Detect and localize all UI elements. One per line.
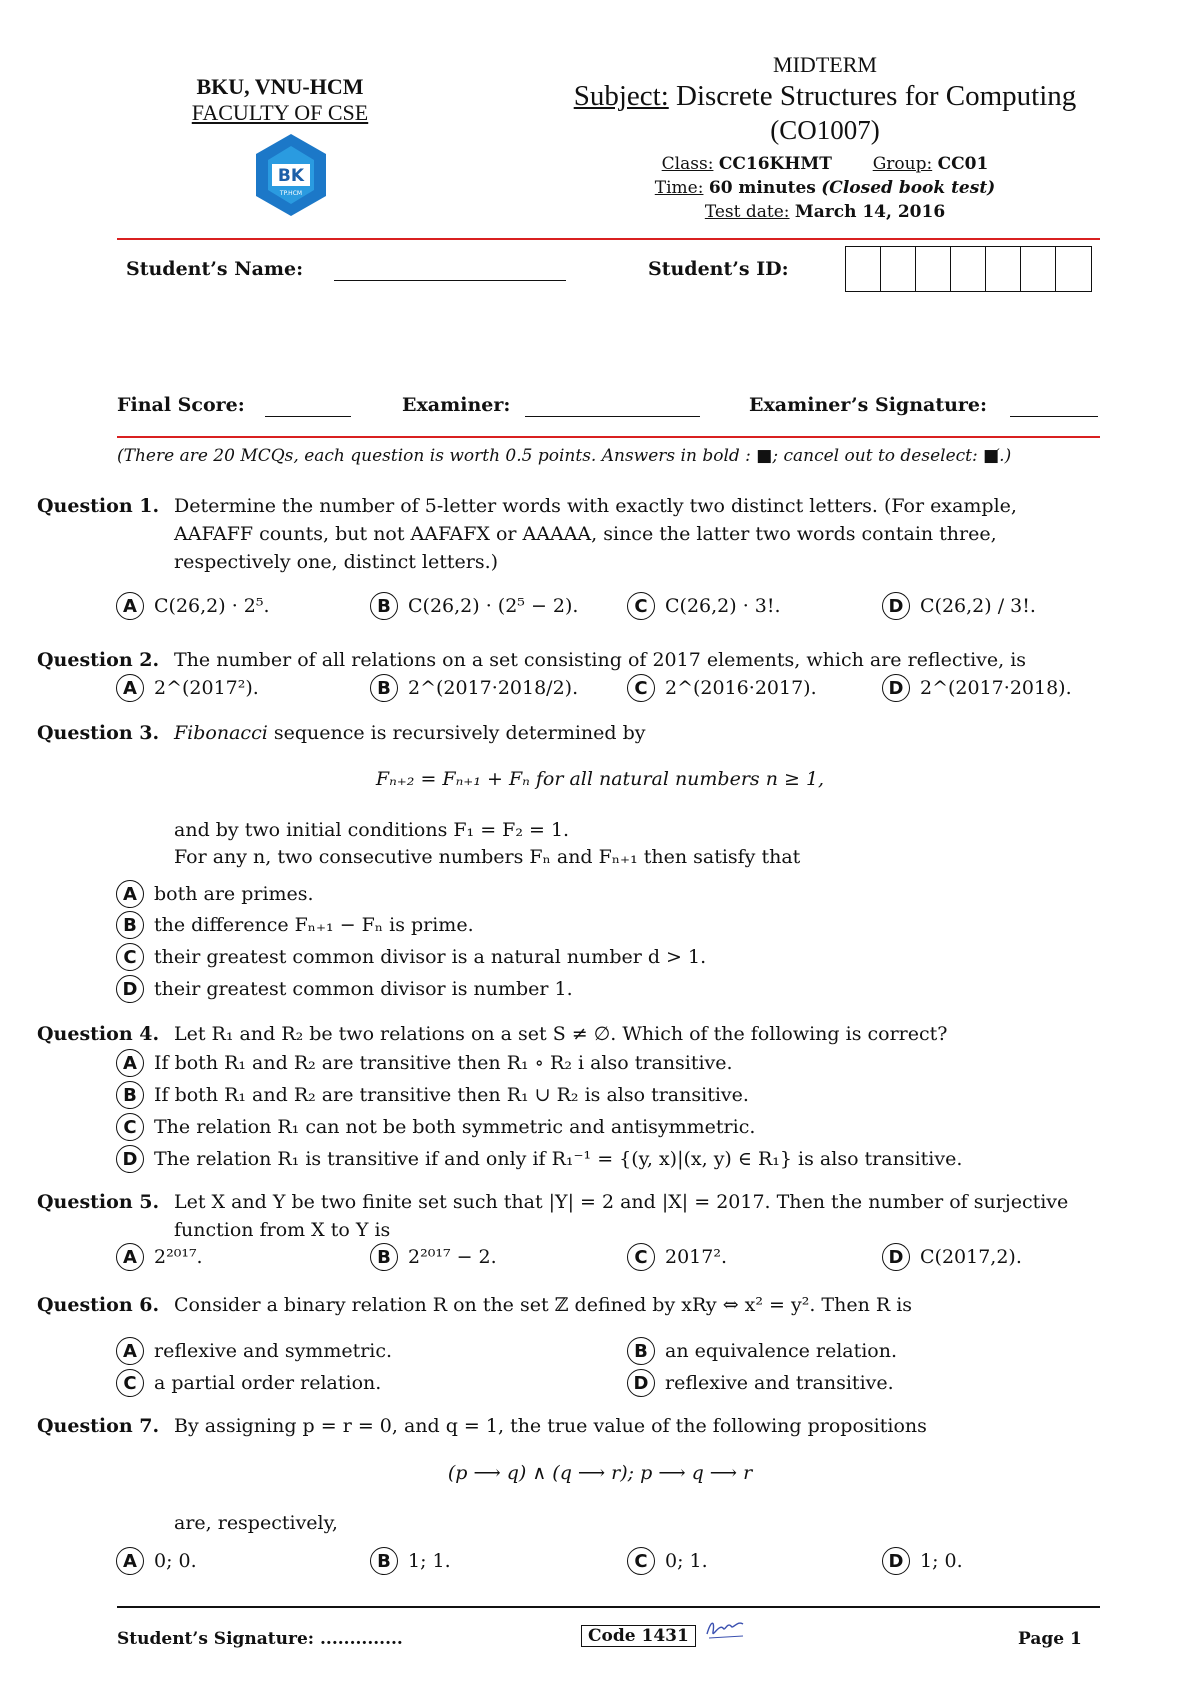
q6-option-a[interactable]: A reflexive and symmetric. [116, 1337, 392, 1365]
final-score-label: Final Score: [117, 394, 245, 416]
question-label: Question 3. [37, 722, 160, 744]
student-name-field[interactable] [334, 280, 566, 281]
q4-option-d[interactable]: D The relation R₁ is transitive if and only if R₁⁻¹ = {(y, x)|(x, y) ∈ R₁} is also transitive. [116, 1145, 962, 1173]
q1-option-c[interactable]: C C(26,2) · 3!. [627, 592, 781, 620]
question-3 [37, 719, 1102, 747]
q3-option-d[interactable]: D their greatest common divisor is number 1. [116, 975, 573, 1003]
q5-option-c[interactable]: C 2017². [627, 1243, 727, 1271]
q1-option-b[interactable]: B C(26,2) · (2⁵ − 2). [370, 592, 578, 620]
group-label: Group: [872, 154, 933, 174]
subject-label: Subject: [573, 80, 669, 112]
page-number: Page 1 [1018, 1629, 1082, 1649]
question-3-conditions: and by two initial conditions F₁ = F₂ = 1. For any n, two consecutive numbers Fₙ and Fₙ₊₁ then satisfy that [174, 819, 801, 868]
examiner-signature-field[interactable] [1010, 416, 1098, 417]
id-box[interactable] [951, 247, 986, 291]
question-text: Consider a binary relation R on the set ℤ defined by xRy ⇔ x² = y². Then R is [174, 1294, 913, 1316]
question-text: The number of all relations on a set consisting of 2017 elements, which are reflective, is [174, 649, 1027, 671]
question-label: Question 2. [37, 649, 160, 671]
examiner-field[interactable] [525, 416, 700, 417]
q7-option-d[interactable]: D 1; 0. [882, 1547, 963, 1575]
subject-line [500, 80, 1150, 113]
institution-block [130, 74, 430, 126]
id-box[interactable] [1021, 247, 1056, 291]
date-label: Test date: [704, 202, 790, 222]
time-note: (Closed book test) [821, 178, 996, 198]
question-label: Question 6. [37, 1294, 160, 1316]
student-id-label: Student’s ID: [648, 258, 789, 280]
time-label: Time: [654, 178, 704, 198]
q4-option-a[interactable]: A If both R₁ and R₂ are transitive then R₁ ∘ R₂ i also transitive. [116, 1049, 733, 1077]
q6-option-d[interactable]: D reflexive and transitive. [627, 1369, 894, 1397]
question-label: Question 1. [37, 495, 160, 517]
question-text: By assigning p = r = 0, and q = 1, the true value of the following propositions [174, 1415, 927, 1437]
q5-option-b[interactable]: B 2²⁰¹⁷ − 2. [370, 1243, 497, 1271]
examiner-signature-label: Examiner’s Signature: [749, 394, 988, 416]
question-2 [37, 646, 1102, 674]
institution-name: BKU, VNU-HCM [196, 74, 364, 99]
fibonacci-term: Fibonacci [174, 722, 268, 744]
q2-option-b[interactable]: B 2^(2017·2018/2). [370, 674, 578, 702]
invigilator-signature [703, 1614, 749, 1646]
divider-top [117, 238, 1100, 240]
question-4 [37, 1020, 1102, 1048]
exam-code-box: Code 1431 [581, 1625, 696, 1647]
exam-code [581, 1626, 696, 1646]
q4-option-c[interactable]: C The relation R₁ can not be both symmetric and antisymmetric. [116, 1113, 755, 1141]
question-label: Question 7. [37, 1415, 160, 1437]
svg-text:BK: BK [277, 166, 305, 186]
subject-title: Discrete Structures for Computing [676, 80, 1077, 112]
q7-option-c[interactable]: C 0; 1. [627, 1547, 708, 1575]
examiner-label: Examiner: [402, 394, 511, 416]
faculty-name: FACULTY OF CSE [191, 100, 369, 125]
question-7 [37, 1412, 1102, 1440]
divider-bottom [117, 436, 1100, 438]
question-label: Question 4. [37, 1023, 160, 1045]
date-value: March 14, 2016 [794, 202, 946, 222]
q5-option-a[interactable]: A 2²⁰¹⁷. [116, 1243, 203, 1271]
q2-option-a[interactable]: A 2^(2017²). [116, 674, 259, 702]
course-code: (CO1007) [770, 115, 880, 145]
id-box[interactable] [881, 247, 916, 291]
q1-option-a[interactable]: A C(26,2) · 2⁵. [116, 592, 270, 620]
id-box[interactable] [986, 247, 1021, 291]
question-text: Determine the number of 5-letter words with exactly two distinct letters. (For example, AAFAFF counts, but not AAFAFX or AAAAA, since the latter two words contain three, respectively one, distinct letters.) [174, 495, 1017, 573]
svg-text:TP.HCM: TP.HCM [279, 190, 303, 197]
question-7-tail: are, respectively, [174, 1512, 338, 1534]
q7-option-b[interactable]: B 1; 1. [370, 1547, 451, 1575]
q6-option-c[interactable]: C a partial order relation. [116, 1369, 381, 1397]
id-box[interactable] [916, 247, 951, 291]
instructions-note: (There are 20 MCQs, each question is worth 0.5 points. Answers in bold : ■; cancel out to deselect: ■̸.) [117, 446, 1012, 466]
student-id-boxes[interactable] [845, 246, 1092, 292]
q3-option-b[interactable]: B the difference Fₙ₊₁ − Fₙ is prime. [116, 911, 474, 939]
q3-option-c[interactable]: C their greatest common divisor is a natural number d > 1. [116, 943, 706, 971]
q2-option-d[interactable]: D 2^(2017·2018). [882, 674, 1072, 702]
q4-option-b[interactable]: B If both R₁ and R₂ are transitive then R₁ ∪ R₂ is also transitive. [116, 1081, 749, 1109]
proposition-formula: (p ⟶ q) ∧ (q ⟶ r); p ⟶ q ⟶ r [447, 1462, 753, 1484]
question-text: Let X and Y be two finite set such that |Y| = 2 and |X| = 2017. Then the number of surjective function from X to Y is [174, 1191, 1069, 1241]
group-value: CC01 [937, 154, 989, 174]
q5-option-d[interactable]: D C(2017,2). [882, 1243, 1022, 1271]
final-score-field[interactable] [265, 416, 351, 417]
question-text: Let R₁ and R₂ be two relations on a set S ≠ ∅. Which of the following is correct? [174, 1023, 948, 1045]
id-box[interactable] [846, 247, 881, 291]
exam-meta [500, 152, 1150, 224]
student-signature-label: Student’s Signature: .............. [117, 1629, 403, 1649]
id-box[interactable] [1056, 247, 1091, 291]
q1-option-d[interactable]: D C(26,2) / 3!. [882, 592, 1036, 620]
footer-divider [117, 1606, 1100, 1608]
question-1 [37, 492, 1102, 576]
class-label: Class: [661, 154, 714, 174]
q2-option-c[interactable]: C 2^(2016·2017). [627, 674, 817, 702]
question-text: sequence is recursively determined by [273, 722, 646, 744]
question-5 [37, 1188, 1102, 1244]
fibonacci-formula: Fₙ₊₂ = Fₙ₊₁ + Fₙ for all natural numbers n ≥ 1, [375, 768, 825, 790]
time-value: 60 minutes [708, 178, 816, 198]
student-name-label: Student’s Name: [126, 258, 304, 280]
class-value: CC16KHMT [718, 154, 832, 174]
exam-header [500, 52, 1150, 224]
question-label: Question 5. [37, 1191, 160, 1213]
q3-option-a[interactable]: A both are primes. [116, 880, 314, 908]
exam-type: MIDTERM [773, 52, 877, 77]
q6-option-b[interactable]: B an equivalence relation. [627, 1337, 897, 1365]
q7-option-a[interactable]: A 0; 0. [116, 1547, 197, 1575]
university-logo [246, 132, 336, 218]
question-6 [37, 1291, 1102, 1319]
